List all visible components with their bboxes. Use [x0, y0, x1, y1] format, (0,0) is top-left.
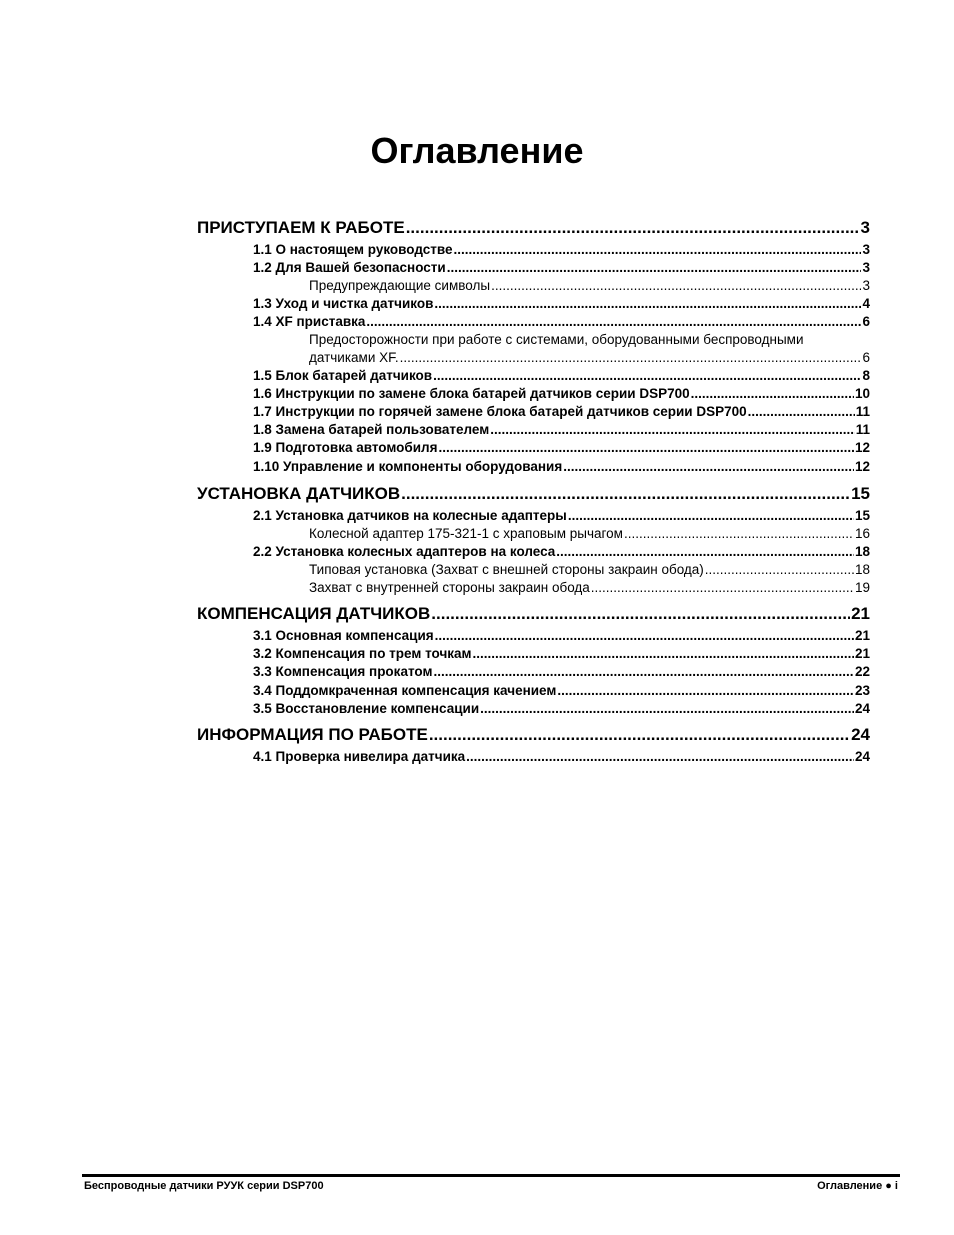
- toc-entry-label: 1.10 Управление и компоненты оборудования: [253, 459, 563, 474]
- leader-dots: [568, 508, 854, 523]
- toc-entry[interactable]: [253, 386, 870, 401]
- toc-entry-label: 1.4 XF приставка: [253, 314, 366, 329]
- toc-entry[interactable]: [253, 544, 870, 559]
- leader-dots: [435, 628, 854, 643]
- toc-entry-page: 21: [854, 646, 870, 661]
- toc-entry-page: 3: [862, 242, 870, 257]
- leader-dots: [563, 459, 854, 474]
- toc-entry-page: 24: [854, 749, 870, 764]
- toc-entry[interactable]: [253, 260, 870, 275]
- toc-entry[interactable]: [253, 628, 870, 643]
- toc-entry-page: 12: [854, 440, 870, 455]
- toc-entry-page: 21: [851, 604, 870, 623]
- toc-entry[interactable]: [253, 508, 870, 523]
- toc-entry-label: датчиками XF.: [309, 350, 399, 365]
- toc-entry-page: 4: [862, 296, 870, 311]
- toc-entry[interactable]: [197, 604, 870, 624]
- toc-entry-page: 21: [854, 628, 870, 643]
- toc-entry-label: Типовая установка (Захват с внешней стороны закраин обода): [309, 562, 704, 577]
- toc-entry[interactable]: [253, 440, 870, 455]
- leader-dots: [434, 296, 861, 311]
- toc-entry-label: 1.7 Инструкции по горячей замене блока батарей датчиков серии DSP700: [253, 404, 747, 419]
- toc-entry-label: 2.1 Установка датчиков на колесные адаптеры: [253, 508, 567, 523]
- leader-dots: [429, 725, 850, 745]
- leader-dots: [454, 242, 862, 257]
- toc-entry-label: Предупреждающие символы: [309, 278, 491, 293]
- toc-entry-label: 3.5 Восстановление компенсации: [253, 701, 480, 716]
- toc-entry-label: 1.8 Замена батарей пользователем: [253, 422, 490, 437]
- toc-entry-label: 1.1 О настоящем руководстве: [253, 242, 453, 257]
- leader-dots: [705, 562, 854, 577]
- leader-dots: [366, 314, 861, 329]
- leader-dots: [473, 646, 854, 661]
- toc-entry[interactable]: [253, 242, 870, 257]
- toc-entry-page: 24: [851, 725, 870, 744]
- toc-entry-label: 3.2 Компенсация по трем точкам: [253, 646, 472, 661]
- toc-entry-label: 3.3 Компенсация прокатом: [253, 664, 433, 679]
- toc-entry-label: 3.1 Основная компенсация: [253, 628, 434, 643]
- toc-entry[interactable]: [253, 296, 870, 311]
- toc-entry-page: 24: [854, 701, 870, 716]
- toc-entry-page: 3: [860, 218, 870, 237]
- toc-entry[interactable]: [253, 404, 870, 419]
- leader-dots: [624, 526, 854, 541]
- toc-entry-label: Захват с внутренней стороны закраин обода: [309, 580, 590, 595]
- leader-dots: [748, 404, 855, 419]
- toc-entry-page: 15: [854, 508, 870, 523]
- leader-dots: [556, 544, 854, 559]
- toc-entry[interactable]: [197, 218, 870, 238]
- toc-entry-label: 2.2 Установка колесных адаптеров на колеса: [253, 544, 556, 559]
- leader-dots: [406, 218, 860, 238]
- leader-dots: [691, 386, 854, 401]
- toc-entry-label: 1.5 Блок батарей датчиков: [253, 368, 433, 383]
- toc-entry-label: 1.2 Для Вашей безопасности: [253, 260, 446, 275]
- toc-entry[interactable]: [309, 580, 870, 595]
- footer-page-label: Оглавление ● i: [817, 1180, 898, 1192]
- toc-entry-page: 23: [854, 683, 870, 698]
- toc-entry[interactable]: [309, 350, 870, 365]
- leader-dots: [490, 422, 855, 437]
- toc-entry-label: 3.4 Поддомкраченная компенсация качением: [253, 683, 557, 698]
- leader-dots: [433, 664, 854, 679]
- footer-document-title: Беспроводные датчики РУУК серии DSP700: [84, 1180, 324, 1192]
- toc-entry[interactable]: [253, 683, 870, 698]
- toc-entry[interactable]: [253, 422, 870, 437]
- leader-dots: [439, 440, 854, 455]
- toc-entry-label: 1.3 Уход и чистка датчиков: [253, 296, 434, 311]
- toc-entry-page: 10: [854, 386, 870, 401]
- toc-entry[interactable]: [253, 749, 870, 764]
- toc-entry[interactable]: [197, 725, 870, 745]
- toc-entry[interactable]: [309, 562, 870, 577]
- toc-entry-page: 3: [862, 260, 870, 275]
- leader-dots: [466, 749, 854, 764]
- toc-entry[interactable]: [309, 278, 870, 293]
- toc-entry[interactable]: [309, 526, 870, 541]
- toc-entry-label-line1[interactable]: Предосторожности при работе с системами, оборудованными беспроводными: [309, 332, 804, 347]
- page-title: Оглавление: [370, 130, 584, 171]
- toc-entry[interactable]: [197, 484, 870, 504]
- toc-entry[interactable]: [253, 701, 870, 716]
- footer-divider: [82, 1174, 900, 1177]
- toc-entry-page: 16: [854, 526, 870, 541]
- toc-entry-label: КОМПЕНСАЦИЯ ДАТЧИКОВ: [197, 604, 431, 623]
- toc-entry-label: ПРИСТУПАЕМ К РАБОТЕ: [197, 218, 405, 237]
- toc-entry-page: 15: [851, 484, 870, 503]
- toc-entry-label: Колесной адаптер 175-321-1 с храповым рычагом: [309, 526, 623, 541]
- toc-entry-page: 3: [862, 278, 870, 293]
- toc-entry-label: 1.6 Инструкции по замене блока батарей датчиков серии DSP700: [253, 386, 690, 401]
- leader-dots: [400, 350, 862, 365]
- toc-entry-label: УСТАНОВКА ДАТЧИКОВ: [197, 484, 401, 503]
- toc-entry-page: 19: [854, 580, 870, 595]
- toc-entry[interactable]: [253, 646, 870, 661]
- toc-entry-page: 8: [862, 368, 870, 383]
- toc-entry-label: ИНФОРМАЦИЯ ПО РАБОТЕ: [197, 725, 428, 744]
- leader-dots: [491, 278, 861, 293]
- leader-dots: [433, 368, 861, 383]
- leader-dots: [431, 604, 850, 624]
- leader-dots: [480, 701, 854, 716]
- toc-entry[interactable]: [253, 664, 870, 679]
- leader-dots: [401, 484, 850, 504]
- toc-entry-page: 18: [854, 544, 870, 559]
- toc-entry-page: 6: [862, 350, 870, 365]
- leader-dots: [591, 580, 854, 595]
- toc-entry-page: 18: [854, 562, 870, 577]
- toc-entry-label: 4.1 Проверка нивелира датчика: [253, 749, 466, 764]
- toc-entry[interactable]: [253, 314, 870, 329]
- leader-dots: [557, 683, 854, 698]
- leader-dots: [447, 260, 862, 275]
- toc-entry-page: 11: [855, 422, 870, 437]
- toc-entry-page: 11: [855, 404, 870, 419]
- toc-entry-page: 6: [862, 314, 870, 329]
- toc-entry-page: 12: [854, 459, 870, 474]
- toc-entry[interactable]: [253, 459, 870, 474]
- toc-entry-label: 1.9 Подготовка автомобиля: [253, 440, 438, 455]
- toc-entry-page: 22: [854, 664, 870, 679]
- toc-entry[interactable]: [253, 368, 870, 383]
